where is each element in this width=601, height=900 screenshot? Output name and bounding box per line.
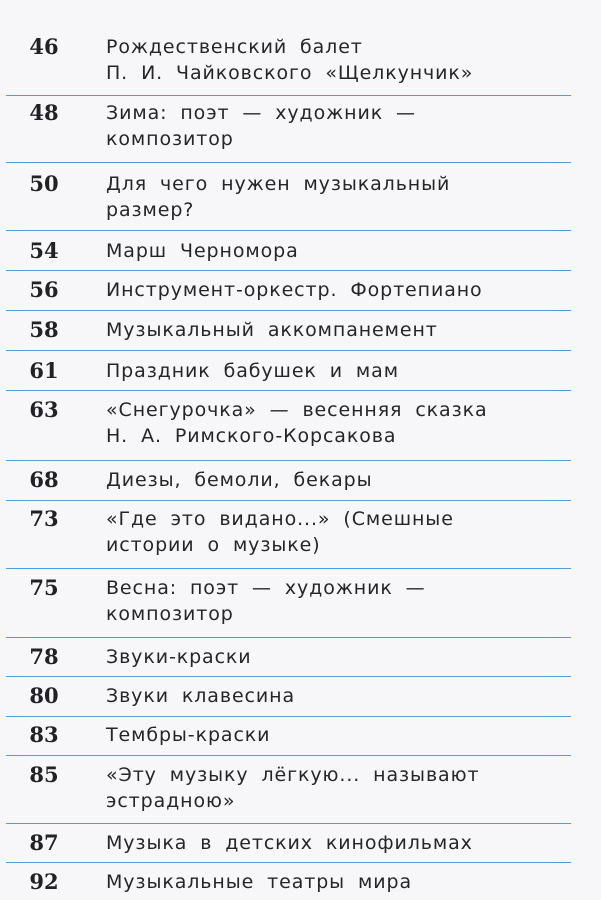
- toc-entry-title: Инструмент-оркестр. Фортепиано: [106, 279, 483, 301]
- toc-entry-title: Звуки клавесина: [106, 685, 295, 707]
- row-divider: [6, 390, 571, 391]
- toc-entry-title: Для чего нужен музыкальный размер?: [106, 173, 451, 221]
- row-divider: [6, 862, 571, 863]
- row-divider: [6, 568, 571, 569]
- row-divider: [6, 676, 571, 677]
- row-divider: [6, 230, 571, 231]
- toc-page-number: 46: [29, 34, 59, 59]
- toc-entry-title: «Где это видано...» (Смешные истории о музыке): [106, 508, 454, 556]
- toc-entry-title: Звуки-краски: [106, 646, 252, 668]
- toc-page-number: 56: [29, 277, 59, 302]
- toc-entry-title: «Снегурочка» — весенняя сказка Н. А. Римского-Корсакова: [106, 399, 488, 447]
- toc-page-number: 83: [29, 722, 59, 747]
- row-divider: [6, 95, 571, 96]
- toc-entry-title: Диезы, бемоли, бекары: [106, 469, 373, 491]
- toc-entry-title: Музыкальные театры мира: [106, 871, 413, 893]
- toc-page-number: 78: [29, 644, 59, 669]
- toc-page-number: 61: [29, 358, 59, 383]
- row-divider: [6, 823, 571, 824]
- row-divider: [6, 755, 571, 756]
- row-divider: [6, 460, 571, 461]
- toc-entry-title: «Эту музыку лёгкую... называют эстрадною»: [106, 764, 480, 812]
- toc-page-number: 68: [29, 467, 59, 492]
- toc-page-number: 63: [29, 397, 59, 422]
- row-divider: [6, 716, 571, 717]
- toc-page-number: 92: [29, 869, 59, 894]
- row-divider: [6, 637, 571, 638]
- toc-entry-title: Музыкальный аккомпанемент: [106, 319, 438, 341]
- row-divider: [6, 350, 571, 351]
- toc-page-number: 87: [29, 830, 59, 855]
- toc-page-number: 75: [29, 575, 59, 600]
- toc-entry-title: Музыка в детских кинофильмах: [106, 832, 473, 854]
- toc-page-number: 73: [29, 506, 59, 531]
- toc-page-number: 48: [29, 100, 59, 125]
- toc-page-number: 80: [29, 683, 59, 708]
- toc-page-number: 50: [29, 171, 59, 196]
- row-divider: [6, 270, 571, 271]
- toc-page-number: 58: [29, 317, 59, 342]
- toc-entry-title: Зима: поэт — художник — композитор: [106, 102, 416, 150]
- toc-entry-title: Праздник бабушек и мам: [106, 360, 399, 382]
- toc-page-number: 54: [29, 238, 59, 263]
- toc-entry-title: Марш Черномора: [106, 240, 299, 262]
- toc-entry-title: Тембры-краски: [106, 724, 271, 746]
- row-divider: [6, 162, 571, 163]
- row-divider: [6, 500, 571, 501]
- toc-entry-title: Весна: поэт — художник — композитор: [106, 577, 426, 625]
- toc-entry-title: Рождественский балет П. И. Чайковского «Щелкунчик»: [106, 36, 474, 84]
- toc-page-number: 85: [29, 762, 59, 787]
- row-divider: [6, 310, 571, 311]
